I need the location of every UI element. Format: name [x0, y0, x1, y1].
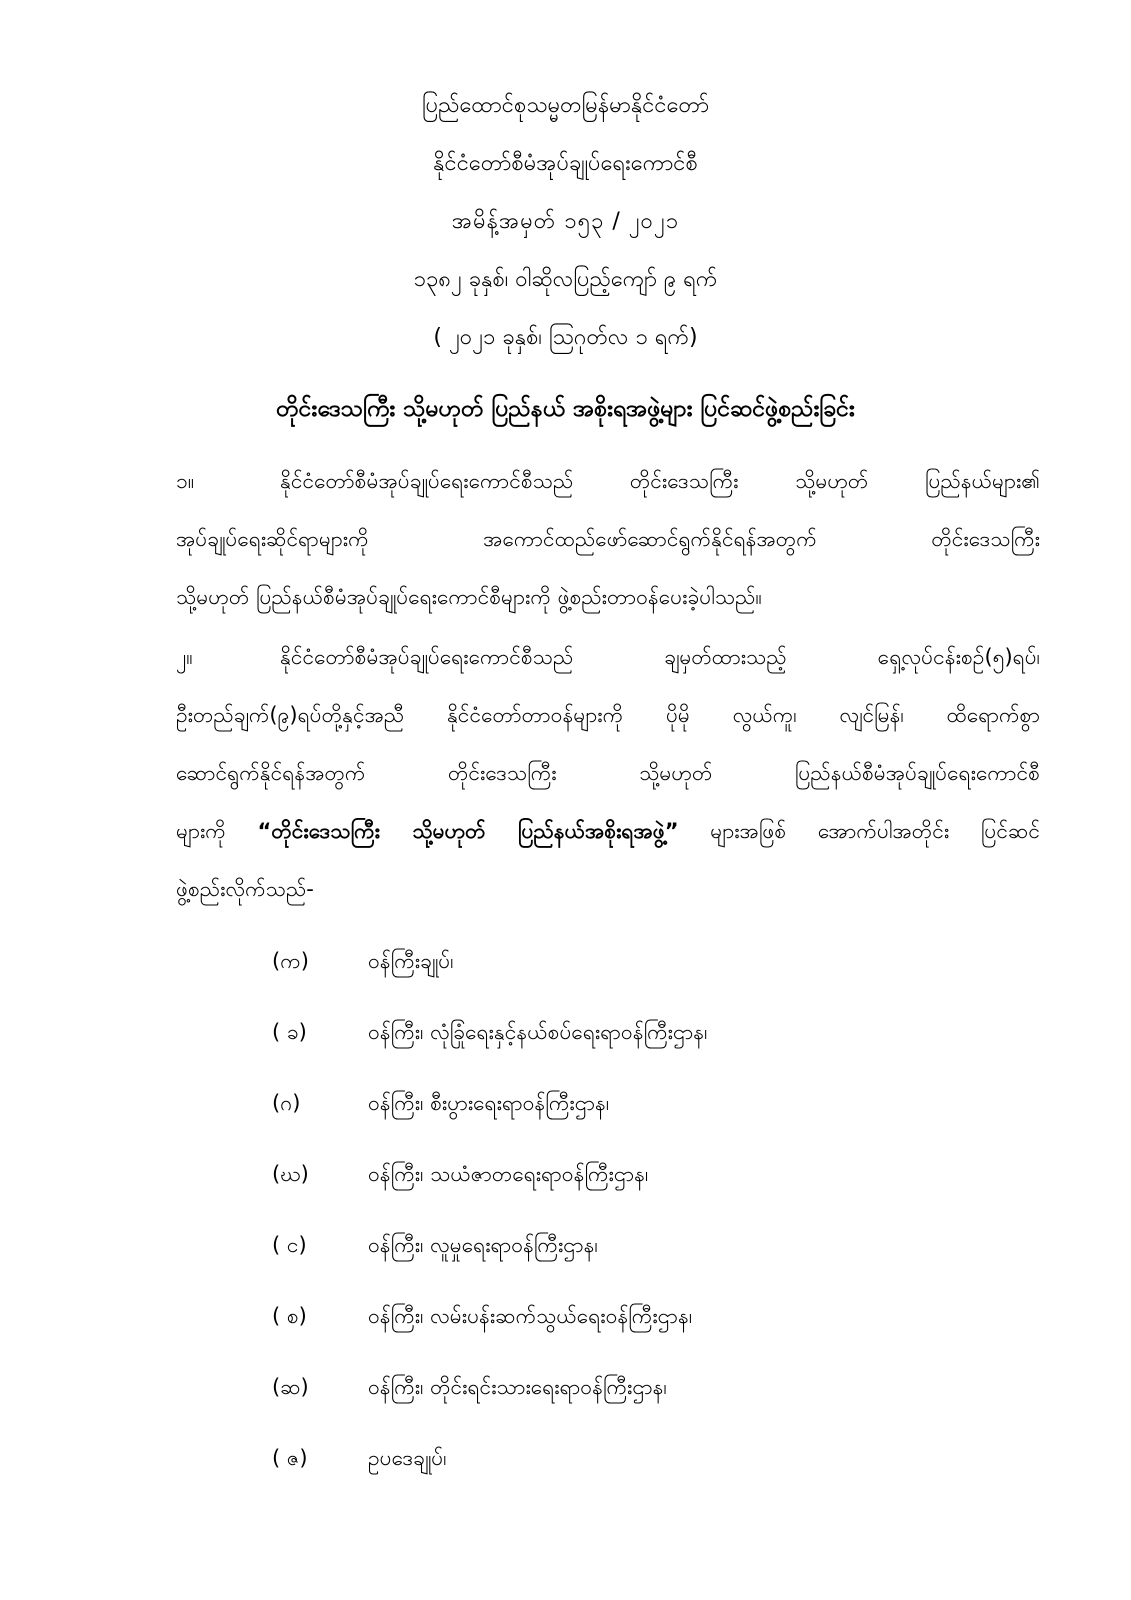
paragraph-text: နိုင်ငံတော်စီမံအုပ်ချုပ်ရေးကောင်စီသည် ချမှတ်ထားသည့် ရှေ့လုပ်ငန်းစဉ်(၅)ရပ်၊ — [280, 645, 1040, 669]
paragraph-line: ဦးတည်ချက်(၉)ရပ်တို့နှင့်အညီ နိုင်ငံတော်တာဝန်များကို ပိုမို လွယ်ကူ၊ လျင်မြန်၊ ထိရောက်စွာ — [176, 703, 1040, 727]
document-title: တိုင်းဒေသကြီး သို့မဟုတ် ပြည်နယ် အစိုးရအဖွဲ့များ ပြင်ဆင်ဖွဲ့စည်းခြင်း — [276, 396, 855, 422]
header-gregorian-date: ( ၂၀၂၁ ခုနှစ်၊ ဩဂုတ်လ ၁ ရက်) — [433, 325, 698, 350]
list-item-text: ဝန်ကြီး၊ သယံဇာတရေးရာဝန်ကြီးဌာန၊ — [368, 1162, 649, 1186]
paragraph-bold-text: “တိုင်းဒေသကြီး သို့မဟုတ် ပြည်နယ်အစိုးရအဖွဲ့” — [257, 819, 679, 843]
paragraph-number: ၁။ — [176, 469, 195, 493]
order-header — [0, 92, 1131, 382]
paragraph-line: အုပ်ချုပ်ရေးဆိုင်ရာများကို အကောင်ထည်ဖော်ဆောင်ရွက်နိုင်ရန်အတွက် တိုင်းဒေသကြီး — [176, 527, 1040, 551]
header-council: နိုင်ငံတော်စီမံအုပ်ချုပ်ရေးကောင်စီ — [433, 151, 698, 176]
list-item-label: (ဂ) — [272, 1091, 301, 1115]
list-item — [272, 1159, 1032, 1230]
list-item-label: (က) — [272, 949, 309, 973]
list-item — [272, 1088, 1032, 1159]
paragraph-2 — [176, 642, 1040, 932]
list-item-label: ( င) — [272, 1233, 307, 1257]
list-item-text: ဥပဒေချုပ်၊ — [368, 1446, 447, 1470]
header-country: ပြည်ထောင်စုသမ္မတမြန်မာနိုင်ငံတော် — [421, 93, 710, 118]
paragraph-line: သို့မဟုတ် ပြည်နယ်စီမံအုပ်ချုပ်ရေးကောင်စီများကို ဖွဲ့စည်းတာဝန်ပေးခဲ့ပါသည်။ — [176, 585, 762, 609]
paragraph-text: နိုင်ငံတော်စီမံအုပ်ချုပ်ရေးကောင်စီသည် တိုင်းဒေသကြီး သို့မဟုတ် ပြည်နယ်များ၏ — [280, 469, 1040, 493]
paragraph-number: ၂။ — [176, 645, 193, 669]
member-list — [272, 946, 1032, 1514]
list-item-text: ဝန်ကြီး၊ စီးပွားရေးရာဝန်ကြီးဌာန၊ — [368, 1091, 610, 1115]
list-item-label: ( စ) — [272, 1304, 307, 1328]
list-item-label: (ဃ) — [272, 1162, 309, 1186]
header-myanmar-date: ၁၃၈၂ ခုနှစ်၊ ဝါဆိုလပြည့်ကျော် ၉ ရက် — [413, 267, 718, 292]
paragraph-line — [176, 466, 1040, 524]
paragraph-1 — [176, 466, 1040, 640]
list-item — [272, 946, 1032, 1017]
list-item-text: ဝန်ကြီးချုပ်၊ — [368, 949, 454, 973]
list-item-text: ဝန်ကြီး၊ လူမှုရေးရာဝန်ကြီးဌာန၊ — [368, 1233, 598, 1257]
list-item-text: ဝန်ကြီး၊ လမ်းပန်းဆက်သွယ်ရေးဝန်ကြီးဌာန၊ — [368, 1304, 693, 1328]
list-item — [272, 1301, 1032, 1372]
list-item-label: ( ဇ) — [272, 1446, 308, 1470]
paragraph-line: ဖွဲ့စည်းလိုက်သည်- — [176, 877, 314, 901]
header-order-number: အမိန့်အမှတ် ၁၅၃ / ၂၀၂၁ — [451, 209, 680, 234]
paragraph-text: များအဖြစ် အောက်ပါအတိုင်း ပြင်ဆင် — [710, 819, 1040, 843]
list-item-text: ဝန်ကြီး၊ လုံခြုံရေးနှင့်နယ်စပ်ရေးရာဝန်ကြီးဌာန၊ — [368, 1020, 708, 1044]
list-item-label: ( ခ) — [272, 1020, 307, 1044]
list-item-text: ဝန်ကြီး၊ တိုင်းရင်းသားရေးရာဝန်ကြီးဌာန၊ — [368, 1375, 667, 1399]
list-item — [272, 1017, 1032, 1088]
paragraph-text: များကို — [176, 819, 226, 843]
list-item-label: (ဆ) — [272, 1375, 309, 1399]
paragraph-line: ဆောင်ရွက်နိုင်ရန်အတွက် တိုင်းဒေသကြီး သို့မဟုတ် ပြည်နယ်စီမံအုပ်ချုပ်ရေးကောင်စီ — [176, 761, 1040, 785]
list-item — [272, 1443, 1032, 1514]
list-item — [272, 1230, 1032, 1301]
list-item — [272, 1372, 1032, 1443]
paragraph-line — [176, 816, 1040, 874]
paragraph-line — [176, 642, 1040, 700]
